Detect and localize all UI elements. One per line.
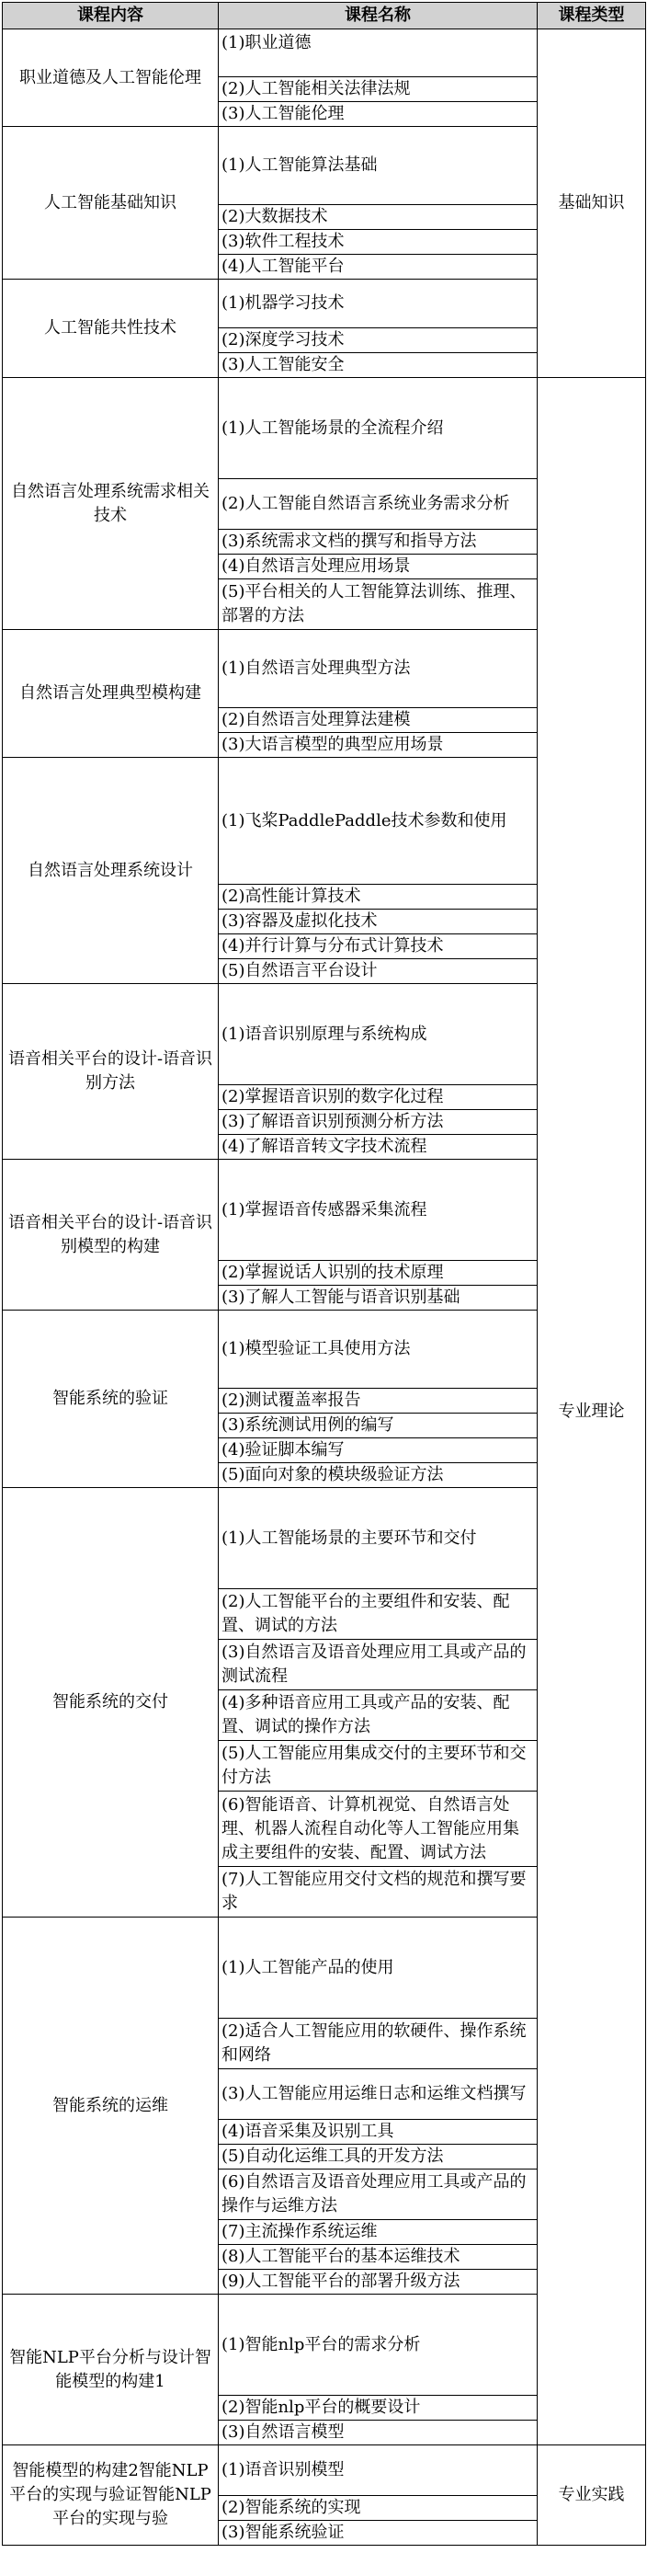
course-name-cell: (5)面向对象的模块级验证方法 xyxy=(219,1463,538,1488)
course-name-cell: (4)验证脚本编写 xyxy=(219,1438,538,1463)
course-name-cell: (4)并行计算与分布式计算技术 xyxy=(219,934,538,959)
course-name-cell: (2)人工智能自然语言系统业务需求分析 xyxy=(219,479,538,530)
course-name-cell: (4)自然语言处理应用场景 xyxy=(219,555,538,579)
course-name-cell: (1)人工智能算法基础 xyxy=(219,127,538,205)
course-content-cell: 智能模型的构建2智能NLP平台的实现与验证智能NLP平台的实现与验 xyxy=(3,2445,219,2546)
course-name-cell: (6)智能语音、计算机视觉、自然语言处理、机器人流程自动化等人工智能应用集成主要组件的安装、配置、调试方法 xyxy=(219,1792,538,1867)
course-name-cell: (5)人工智能应用集成交付的主要环节和交付方法 xyxy=(219,1741,538,1792)
course-content-cell: 自然语言处理系统需求相关技术 xyxy=(3,378,219,630)
course-name-cell: (7)主流操作系统运维 xyxy=(219,2220,538,2245)
course-name-cell: (8)人工智能平台的基本运维技术 xyxy=(219,2245,538,2270)
course-name-cell: (2)掌握说话人识别的技术原理 xyxy=(219,1261,538,1286)
course-content-cell: 智能系统的验证 xyxy=(3,1311,219,1488)
course-name-cell: (1)人工智能场景的全流程介绍 xyxy=(219,378,538,479)
header-row xyxy=(3,3,646,29)
course-name-cell: (6)自然语言及语音处理应用工具或产品的操作与运维方法 xyxy=(219,2170,538,2220)
course-name-cell: (1)人工智能场景的主要环节和交付 xyxy=(219,1488,538,1589)
course-name-cell: (2)智能nlp平台的概要设计 xyxy=(219,2396,538,2421)
course-name-cell: (3)大语言模型的典型应用场景 xyxy=(219,733,538,758)
course-name-cell: (7)人工智能应用交付文档的规范和撰写要求 xyxy=(219,1867,538,1918)
course-type-cell: 基础知识 xyxy=(538,29,646,378)
header-course-content: 课程内容 xyxy=(3,3,219,29)
course-content-cell: 人工智能基础知识 xyxy=(3,127,219,280)
course-content-cell: 自然语言处理系统设计 xyxy=(3,758,219,984)
course-name-cell: (2)大数据技术 xyxy=(219,205,538,230)
course-name-cell: (1)职业道德 xyxy=(219,29,538,77)
course-name-cell: (1)自然语言处理典型方法 xyxy=(219,630,538,708)
course-name-cell: (1)掌握语音传感器采集流程 xyxy=(219,1160,538,1261)
course-name-cell: (3)软件工程技术 xyxy=(219,230,538,255)
course-name-cell: (2)深度学习技术 xyxy=(219,328,538,353)
course-name-cell: (2)高性能计算技术 xyxy=(219,885,538,910)
course-name-cell: (5)自然语言平台设计 xyxy=(219,959,538,984)
course-name-cell: (4)语音采集及识别工具 xyxy=(219,2120,538,2145)
course-name-cell: (1)飞桨PaddlePaddle技术参数和使用 xyxy=(219,758,538,885)
course-name-cell: (3)了解人工智能与语音识别基础 xyxy=(219,1286,538,1311)
course-name-cell: (2)人工智能平台的主要组件和安装、配置、调试的方法 xyxy=(219,1589,538,1640)
course-type-cell: 专业理论 xyxy=(538,378,646,2445)
course-name-cell: (3)智能系统验证 xyxy=(219,2521,538,2546)
header-course-type: 课程类型 xyxy=(538,3,646,29)
course-content-cell: 自然语言处理典型模构建 xyxy=(3,630,219,758)
course-content-cell: 语音相关平台的设计-语音识别方法 xyxy=(3,984,219,1160)
course-name-cell: (1)智能nlp平台的需求分析 xyxy=(219,2295,538,2396)
course-name-cell: (4)人工智能平台 xyxy=(219,255,538,280)
course-content-cell: 智能系统的交付 xyxy=(3,1488,219,1918)
course-name-cell: (3)系统需求文档的撰写和指导方法 xyxy=(219,530,538,555)
course-name-cell: (2)适合人工智能应用的软硬件、操作系统和网络 xyxy=(219,2019,538,2069)
course-name-cell: (5)自动化运维工具的开发方法 xyxy=(219,2145,538,2170)
course-name-cell: (3)人工智能应用运维日志和运维文档撰写 xyxy=(219,2069,538,2120)
course-name-cell: (2)智能系统的实现 xyxy=(219,2496,538,2521)
course-name-cell: (1)机器学习技术 xyxy=(219,280,538,328)
course-name-cell: (3)系统测试用例的编写 xyxy=(219,1414,538,1438)
course-content-cell: 人工智能共性技术 xyxy=(3,280,219,378)
course-table xyxy=(2,2,646,2546)
course-name-cell: (5)平台相关的人工智能算法训练、推理、部署的方法 xyxy=(219,579,538,630)
course-name-cell: (1)模型验证工具使用方法 xyxy=(219,1311,538,1389)
course-name-cell: (4)多种语音应用工具或产品的安装、配置、调试的操作方法 xyxy=(219,1690,538,1741)
course-name-cell: (3)了解语音识别预测分析方法 xyxy=(219,1110,538,1135)
course-name-cell: (2)人工智能相关法律法规 xyxy=(219,77,538,102)
course-content-cell: 语音相关平台的设计-语音识别模型的构建 xyxy=(3,1160,219,1311)
course-type-cell: 专业实践 xyxy=(538,2445,646,2546)
course-name-cell: (3)自然语言及语音处理应用工具或产品的测试流程 xyxy=(219,1640,538,1690)
header-course-name: 课程名称 xyxy=(219,3,538,29)
course-name-cell: (1)语音识别原理与系统构成 xyxy=(219,984,538,1085)
course-name-cell: (3)人工智能伦理 xyxy=(219,102,538,127)
table-row xyxy=(3,2445,646,2496)
course-name-cell: (9)人工智能平台的部署升级方法 xyxy=(219,2270,538,2295)
course-name-cell: (4)了解语音转文字技术流程 xyxy=(219,1135,538,1160)
course-name-cell: (3)自然语言模型 xyxy=(219,2421,538,2445)
course-name-cell: (2)掌握语音识别的数字化过程 xyxy=(219,1085,538,1110)
table-row xyxy=(3,378,646,479)
course-name-cell: (1)人工智能产品的使用 xyxy=(219,1918,538,2019)
course-name-cell: (1)语音识别模型 xyxy=(219,2445,538,2496)
course-content-cell: 智能系统的运维 xyxy=(3,1918,219,2295)
course-name-cell: (3)容器及虚拟化技术 xyxy=(219,910,538,934)
course-name-cell: (3)人工智能安全 xyxy=(219,353,538,378)
course-content-cell: 智能NLP平台分析与设计智能模型的构建1 xyxy=(3,2295,219,2445)
course-name-cell: (2)测试覆盖率报告 xyxy=(219,1389,538,1414)
course-content-cell: 职业道德及人工智能伦理 xyxy=(3,29,219,127)
table-row xyxy=(3,29,646,77)
course-name-cell: (2)自然语言处理算法建模 xyxy=(219,708,538,733)
